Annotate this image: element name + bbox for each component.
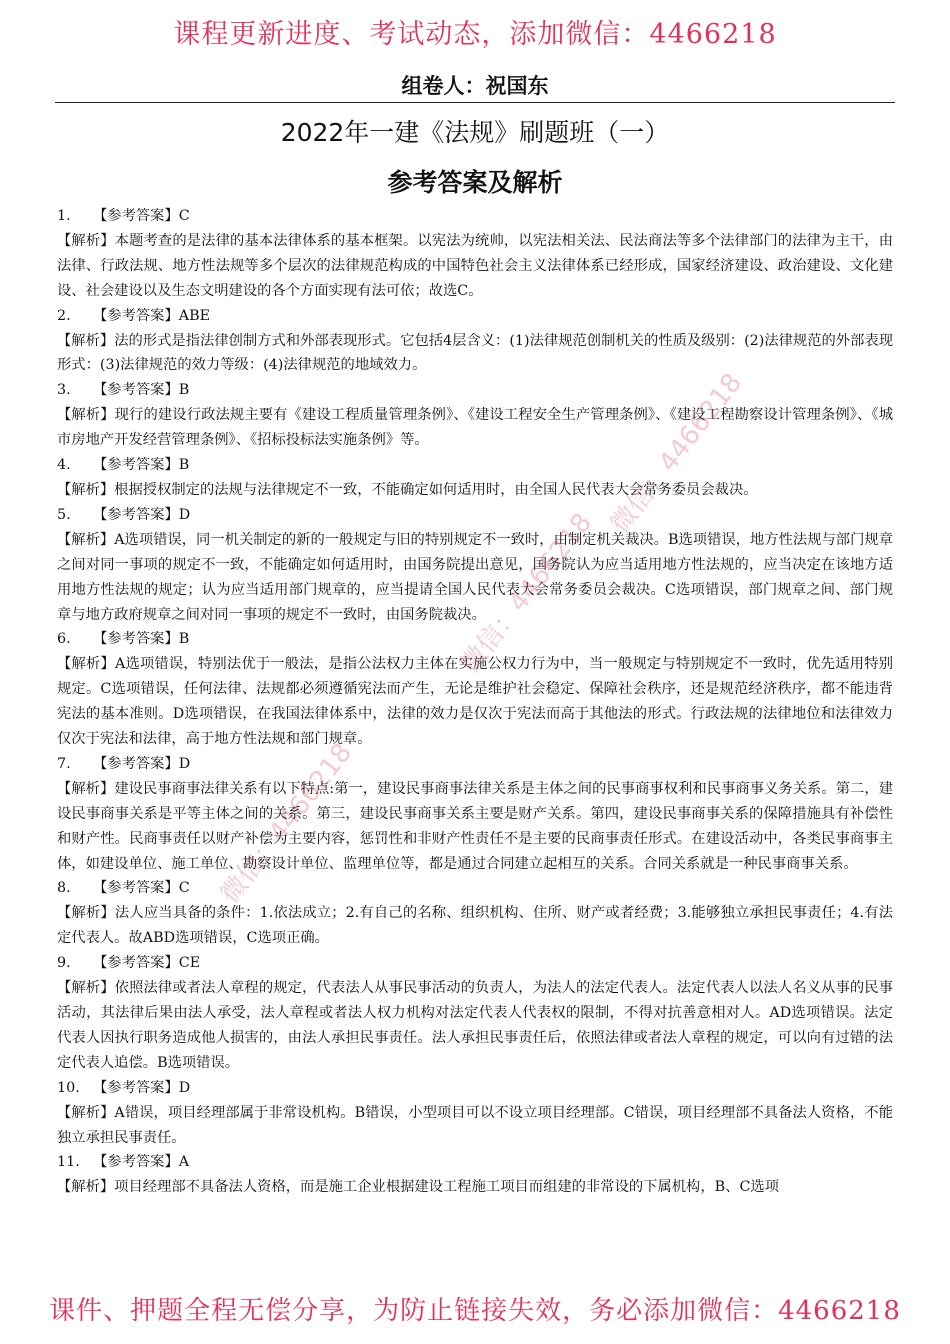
answer-item-11	[57, 1150, 893, 1200]
item-number: 9.	[57, 955, 71, 972]
item-analysis: 【解析】项目经理部不具备法人资格，而是施工企业根据建设工程施工项目而组建的非常设的下属机构，B、C选项	[57, 1179, 779, 1196]
item-answer: 【参考答案】A	[93, 1154, 190, 1171]
compiler-line: 组卷人：祝国东	[401, 74, 549, 98]
watermark: 微信：4466218	[605, 368, 749, 540]
item-analysis: 【解析】根据授权制定的法规与法律规定不一致，不能确定如何适用时，由全国人民代表大会常务委员会裁决。	[57, 481, 758, 498]
item-analysis: 【解析】依照法律或者法人章程的规定，代表法人从事民事活动的负责人，为法人的法定代表人。法定代表人以法人名义从事的民事活动，其法律后果由法人承受，法人章程或者法人权力机构对法定代表人代表权的限制，不得对抗善意相对人。AD选项错误。法定代表人因执行职务造成他人损害的，由法人承担民事责任。法人承担民事责任后，依照法律或者法人章程的规定，可以向有过错的法定代表人追偿。B选项错误。	[57, 980, 893, 1071]
answer-item-4	[57, 453, 893, 503]
answer-item-9	[57, 951, 893, 1076]
item-number: 6.	[57, 631, 71, 648]
item-number: 5.	[57, 506, 71, 523]
item-answer: 【参考答案】D	[93, 755, 191, 772]
item-analysis: 【解析】A选项错误，同一机关制定的新的一般规定与旧的特别规定不一致时，由制定机关裁决。B选项错误，地方性法规与部门规章之间对同一事项的规定不一致，不能确定如何适用时，由国务院提出意见，国务院认为应当适用地方性法规的，应当决定在该地方适用地方性法规的规定；认为应当适用部门规章的，应当提请全国人民代表大会常务委员会裁决。C选项错误，部门规章之间、部门规章与地方政府规章之间对同一事项的规定不一致时，由国务院裁决。	[57, 531, 893, 623]
item-answer: 【参考答案】C	[93, 208, 190, 224]
answer-item-2	[57, 304, 893, 379]
item-number: 7.	[57, 755, 71, 772]
item-answer: 【参考答案】CE	[93, 955, 201, 972]
watermark: 微信：4466218	[215, 738, 359, 910]
item-analysis: 【解析】本题考查的是法律的基本法律体系的基本框架。以宪法为统帅，以宪法相关法、民法商法等多个法律部门的法律为主干，由法律、行政法规、地方性法规等多个层次的法律规范构成的中国特色社会主义法律体系已经形成，国家经济建设、政治建设、文化建设、社会建设以及生态文明建设的各个方面实现有法可依；故选C。	[57, 232, 893, 299]
item-analysis: 【解析】法的形式是指法律创制方式和外部表现形式。它包括4层含义：(1)法律规范创制机关的性质及级别：(2)法律规范的外部表现形式：(3)法律规范的效力等级：(4)法律规范的地域效力。	[57, 332, 893, 374]
item-number: 2.	[57, 307, 71, 324]
document-title: 2022年一建《法规》刷题班（一）	[280, 118, 670, 147]
bottom-promo-banner: 课件、押题全程无偿分享，为防止链接失效，务必添加微信：4466218	[49, 1296, 901, 1326]
answer-list	[57, 204, 893, 1276]
top-promo-banner: 课程更新进度、考试动态，添加微信：4466218	[173, 19, 777, 50]
answer-item-10	[57, 1076, 893, 1151]
item-answer: 【参考答案】C	[93, 880, 190, 897]
item-analysis: 【解析】A选项错误，特别法优于一般法，是指公法权力主体在实施公权力行为中，当一般规定与特别规定不一致时，优先适用特别规定。C选项错误，任何法律、法规都必须遵循宪法而产生，无论是维护社会稳定、保障社会秩序，还是规范经济秩序，都不能违背宪法的基本准则。D选项错误，在我国法律体系中，法律的效力是仅次于宪法而高于其他法的形式。行政法规的法律地位和法律效力仅次于宪法和法律，高于地方性法规和部门规章。	[57, 656, 893, 748]
item-analysis: 【解析】现行的建设行政法规主要有《建设工程质量管理条例》、《建设工程安全生产管理条例》、《建设工程勘察设计管理条例》、《城市房地产开发经营管理条例》、《招标投标法实施条例》等。	[57, 407, 893, 449]
item-answer: 【参考答案】B	[93, 457, 190, 474]
item-number: 3.	[57, 382, 71, 399]
answer-item-8	[57, 876, 893, 951]
item-number: 8.	[57, 880, 71, 897]
answer-item-6	[57, 627, 893, 752]
header-divider	[55, 102, 895, 103]
answer-item-1	[57, 204, 893, 304]
item-answer: 【参考答案】D	[93, 506, 191, 523]
answer-item-5	[57, 503, 893, 628]
item-answer: 【参考答案】B	[93, 631, 190, 648]
watermark: 微信：4466218	[455, 508, 599, 680]
item-analysis: 【解析】法人应当具备的条件：1.依法成立；2.有自己的名称、组织机构、住所、财产或者经费；3.能够独立承担民事责任；4.有法定代表人。故ABD选项错误，C选项正确。	[57, 905, 893, 947]
item-number: 11.	[57, 1154, 80, 1171]
answer-item-3	[57, 378, 893, 453]
answer-item-7	[57, 752, 893, 877]
item-number: 4.	[57, 457, 71, 474]
document-subtitle: 参考答案及解析	[387, 168, 563, 197]
item-analysis: 【解析】建设民事商事法律关系有以下特点:第一，建设民事商事法律关系是主体之间的民事商事权利和民事商事义务关系。第二，建设民事商事关系是平等主体之间的关系。第三，建设民事商事关系主要是财产关系。第四，建设民事商事关系的保障措施具有补偿性和财产性。民商事责任以财产补偿为主要内容，惩罚性和非财产性责任不是主要的民商事责任形式。在建设活动中，各类民事商事主体，如建设单位、施工单位、勘察设计单位、监理单位等，都是通过合同建立起相互的关系。合同关系就是一种民事商事关系。	[57, 780, 893, 872]
item-analysis: 【解析】A错误，项目经理部属于非常设机构。B错误，小型项目可以不设立项目经理部。C错误，项目经理部不具备法人资格，不能独立承担民事责任。	[57, 1104, 893, 1146]
item-number: 10.	[57, 1079, 80, 1096]
item-answer: 【参考答案】D	[93, 1079, 191, 1096]
item-answer: 【参考答案】ABE	[93, 307, 211, 324]
item-number: 1.	[57, 208, 71, 224]
item-answer: 【参考答案】B	[93, 382, 190, 399]
